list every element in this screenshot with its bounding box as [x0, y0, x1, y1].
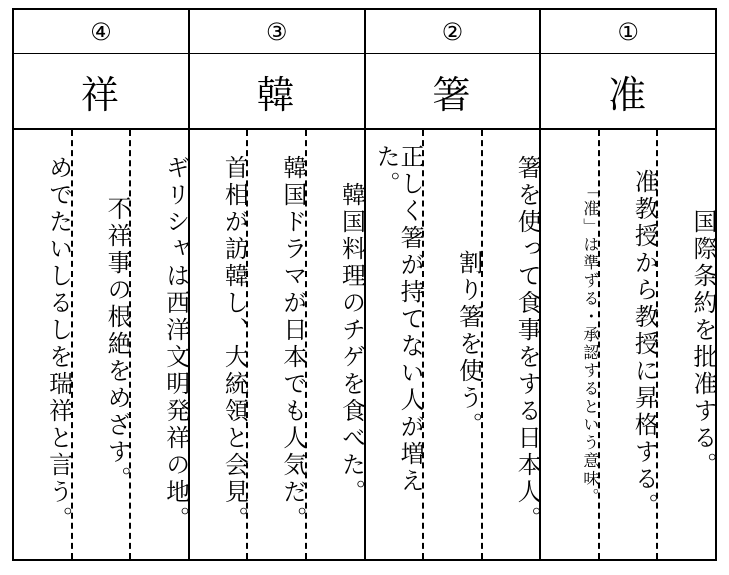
sentence-column: [14, 130, 71, 559]
example-sentence: ギリシャは西洋文明発祥の地。: [161, 155, 190, 533]
sentence-columns: [14, 130, 188, 559]
sentence-column: [190, 130, 247, 559]
block-1: [541, 10, 715, 559]
sentence-column: [129, 130, 188, 559]
example-sentence: 不祥事の根絶をめざす。: [103, 195, 132, 493]
sentence-column: [422, 130, 481, 559]
block-kanji: 祥: [14, 54, 188, 130]
block-kanji: 韓: [190, 54, 364, 130]
block-number: ④: [14, 10, 188, 54]
kanji-worksheet: [12, 8, 717, 561]
sentence-column: [305, 130, 364, 559]
example-sentence: 首相が訪韓し、大統領と会見。: [220, 155, 249, 533]
sentence-column: [366, 130, 423, 559]
block-number: ②: [366, 10, 540, 54]
sentence-column: [71, 130, 130, 559]
sentence-columns: [366, 130, 540, 559]
example-sentence: 国際条約を批准する。: [689, 209, 717, 479]
block-3: [190, 10, 366, 559]
sentence-column: [656, 130, 715, 559]
block-number: ①: [541, 10, 715, 54]
example-sentence: 准教授から教授に昇格する。: [630, 168, 659, 520]
sentence-column: [598, 130, 657, 559]
block-2: [366, 10, 542, 559]
example-sentence: 韓国ドラマが日本でも人気だ。: [278, 155, 307, 533]
sentence-column: [541, 130, 598, 559]
example-sentence: めでたいしるしを瑞祥と言う。: [44, 155, 73, 533]
block-number: ③: [190, 10, 364, 54]
example-sentence: 正しく箸が持てない人が増えた。: [372, 144, 425, 495]
block-4: [14, 10, 190, 559]
sentence-column: [246, 130, 305, 559]
example-sentence: 箸を使って食事をする日本人。: [513, 155, 542, 533]
example-sentence: 割り箸を使う。: [454, 249, 483, 439]
sentence-columns: [541, 130, 715, 559]
sentence-column: [481, 130, 540, 559]
sentence-columns: [190, 130, 364, 559]
block-kanji: 准: [541, 54, 715, 130]
example-sentence: 「准」は準ずる・承認するという意味。: [580, 182, 600, 506]
example-sentence: 韓国料理のチゲを食べた。: [337, 182, 366, 506]
block-kanji: 箸: [366, 54, 540, 130]
